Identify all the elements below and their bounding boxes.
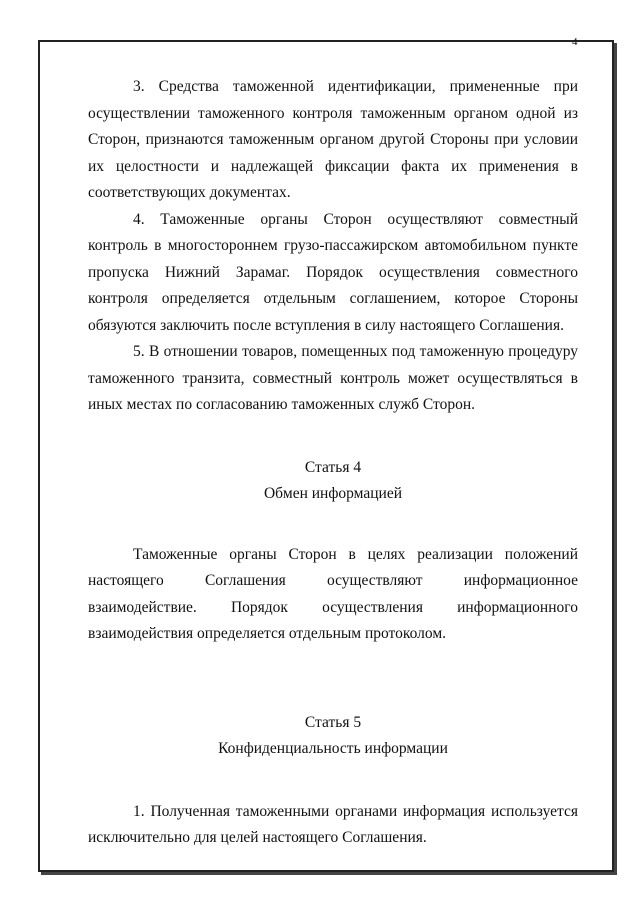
document-body	[88, 74, 578, 852]
article-4-title: Обмен информацией	[263, 485, 403, 502]
paragraph-4-joint-control: 4. Таможенные органы Сторон осуществляют совместный контроль в многостороннем грузо-пассажирском автомобильном пункте пропуска Нижний Зарамаг. Порядок осуществления совместного контроля определяется отдельным соглашением, которое Стороны обязуются заключить после вступления в силу настоящего Соглашения.	[88, 210, 578, 334]
paragraph-5-transit: 5. В отношении товаров, помещенных под таможенную процедуру таможенного транзита, совместный контроль может осуществляться в иных местах по согласованию таможенных служб Сторон.	[88, 343, 578, 413]
page-number: 4	[572, 36, 578, 48]
article-5-number: Статья 5	[304, 713, 362, 731]
article-5-title: Конфиденциальность информации	[218, 740, 448, 757]
article-4-number: Статья 4	[304, 458, 362, 476]
article-4-text: Таможенные органы Сторон в целях реализации положений настоящего Соглашения осуществляют информационное взаимодействие. Порядок осуществления информационного взаимодействия определяется отдельным протоколом.	[88, 545, 578, 642]
article-5-text: 1. Полученная таможенными органами информация используется исключительно для целей настоящего Соглашения.	[88, 802, 578, 846]
paragraph-3-identification: 3. Средства таможенной идентификации, примененные при осуществлении таможенного контроля таможенным органом одной из Сторон, признаются таможенным органом другой Стороны при условии их целостности и надлежащей фиксации факта их применения в соответствующих документах.	[88, 78, 578, 201]
